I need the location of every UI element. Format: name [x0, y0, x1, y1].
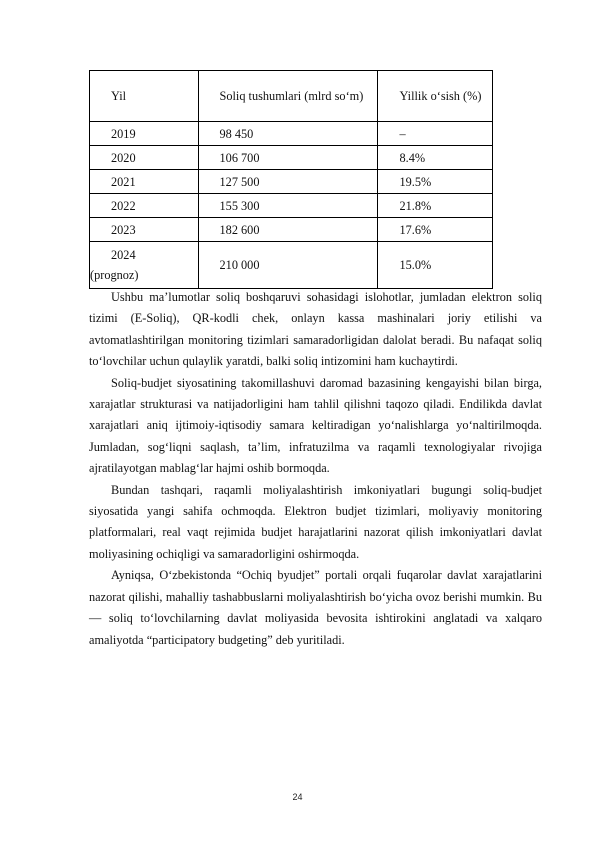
year-cell: 2020	[111, 150, 136, 165]
growth-cell: 8.4%	[399, 150, 426, 165]
growth-cell: –	[399, 126, 406, 141]
paragraph: Soliq-budjet siyosatining takomillashuvi daromad bazasining kengayishi bilan birga, xarajatlar strukturasi va natijadorligini ham tahlil qilishni taqozo qiladi. Endilikda davlat xarajatlari aniq ijtimoiy-iqtisodiy samara keltiradigan yo‘nalishlarga yo‘naltirilmoqda. Jumladan, sog‘liqni saqlash, ta’lim, infratuzilma va raqamli texnologiyalar rivojiga ajratilayotgan mablag‘lar hajmi oshib bormoqda.	[89, 375, 542, 476]
header-revenue-line1: Soliq tushumlari (mlrd	[219, 88, 332, 103]
table-row	[90, 170, 493, 194]
year-cell: 2021	[111, 174, 136, 189]
table-row	[90, 146, 493, 170]
header-year: Yil	[111, 89, 127, 103]
revenue-cell: 106 700	[219, 150, 260, 165]
year-cell	[90, 245, 198, 285]
revenue-cell: 155 300	[219, 198, 260, 213]
year-line2: (prognoz)	[90, 268, 139, 282]
table-row	[90, 218, 493, 242]
revenue-cell: 98 450	[219, 126, 254, 141]
revenue-cell: 127 500	[219, 174, 260, 189]
table-header-row	[90, 71, 493, 122]
year-cell: 2019	[111, 126, 136, 141]
tax-revenue-table	[89, 70, 493, 289]
growth-cell: 19.5%	[399, 174, 432, 189]
header-revenue-cell	[198, 71, 378, 122]
paragraph: Ushbu ma’lumotlar soliq boshqaruvi sohasidagi islohotlar, jumladan elektron soliq tizimi (E-Soliq), QR-kodli chek, onlayn kassa mashinalari joriy etilishi va avtomatlashtirilgan monitoring tizimlari samaradorligidan dalolat beradi. Bu nafaqat soliq to‘lovchilar uchun qulaylik yaratdi, balki soliq intizomini ham kuchaytirdi.	[89, 290, 542, 369]
paragraph: Ayniqsa, O‘zbekistonda “Ochiq byudjet” portali orqali fuqarolar davlat xarajatlarini nazorat qilishi, mahalliy tashabbuslarni moliyalashtirish bo‘yicha ovoz berishi mumkin. Bu — soliq to‘lovchilarning davlat moliyasida bevosita ishtirokini anglatadi va xalqaro amaliyotda “participatory budgeting” deb yuritiladi.	[89, 568, 542, 647]
table-row-forecast	[90, 242, 493, 289]
year-line1: 2024	[111, 248, 136, 262]
header-revenue-line2: so‘m)	[334, 88, 364, 103]
paragraph: Bundan tashqari, raqamli moliyalashtirish imkoniyatlari bugungi soliq-budjet siyosatida yangi sahifa ochmoqda. Elektron budjet tizimlari, moliyaviy monitoring platformalari, real vaqt rejimida budjet harajatlarini nazorat qilish imkoniyatlari davlat moliyasining ochiqligi va samaradorligini oshirmoqda.	[89, 482, 542, 561]
table-row	[90, 194, 493, 218]
body-text	[89, 287, 542, 651]
growth-cell: 17.6%	[399, 222, 432, 237]
header-growth-line2: (%)	[463, 88, 482, 103]
growth-cell: 21.8%	[399, 198, 432, 213]
revenue-cell: 182 600	[219, 222, 260, 237]
year-cell: 2023	[111, 222, 136, 237]
growth-cell: 15.0%	[399, 258, 432, 272]
header-year-cell	[90, 71, 199, 122]
header-growth-line1: Yillik o‘sish	[399, 88, 460, 103]
table-row	[90, 122, 493, 146]
year-cell: 2022	[111, 198, 136, 213]
page-number: 24	[292, 792, 303, 802]
revenue-cell: 210 000	[219, 258, 260, 272]
header-growth-cell	[378, 71, 493, 122]
header-revenue	[199, 86, 378, 107]
header-growth	[378, 86, 492, 107]
